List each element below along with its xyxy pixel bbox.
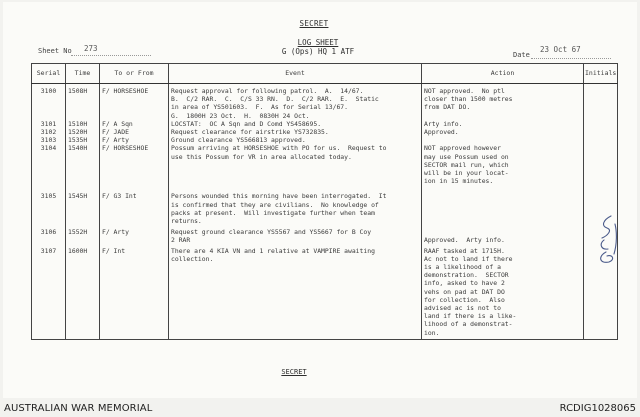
cell-action <box>422 185 584 225</box>
sheet-number-dotted-line <box>71 55 151 56</box>
cell-time: 1520H <box>66 128 100 136</box>
classification-top: SECRET <box>299 19 329 28</box>
cell-to-from: F/ JADE <box>100 128 169 136</box>
cell-event: Persons wounded this morning have been interrogated. It is confirmed that they are civilians. No knowledge of packs at present. Will investigate further when team returns. <box>169 185 422 225</box>
cell-time: 1600H <box>66 245 100 340</box>
cell-action: Arty info. <box>422 120 584 128</box>
archive-catalogue-id: RCDIG1028065 <box>559 403 636 414</box>
cell-time: 1540H <box>66 144 100 185</box>
header-action: Action <box>422 64 584 84</box>
cell-action: NOT approved. No ptl closer than 1500 metres from DAT DO. <box>422 84 584 120</box>
cell-to-from: F/ Arty <box>100 136 169 144</box>
cell-event: There are 4 KIA VN and 1 relative at VAMPIRE awaiting collection. <box>169 245 422 340</box>
cell-to-from: F/ G3 Int <box>100 185 169 225</box>
sheet-number-field <box>38 44 98 55</box>
cell-to-from: F/ Arty <box>100 225 169 244</box>
date-label: Date <box>513 51 530 59</box>
cell-action: Approved. <box>422 128 584 136</box>
cell-initials <box>584 128 618 136</box>
table-row <box>32 245 618 340</box>
log-table <box>31 63 618 340</box>
cell-time: 1535H <box>66 136 100 144</box>
header-event: Event <box>169 64 422 84</box>
table-row <box>32 128 618 136</box>
cell-to-from: F/ HORSESHOE <box>100 144 169 185</box>
handwritten-initials-mark <box>593 214 623 269</box>
cell-initials <box>584 136 618 144</box>
cell-initials <box>584 144 618 185</box>
date-dotted-line <box>531 58 611 59</box>
document-title: LOG SHEET <box>297 38 339 47</box>
cell-to-from: F/ HORSESHOE <box>100 84 169 120</box>
cell-time: 1510H <box>66 120 100 128</box>
cell-serial: 3101 <box>32 120 66 128</box>
archive-institution-label: AUSTRALIAN WAR MEMORIAL <box>4 403 153 414</box>
table-row <box>32 225 618 244</box>
cell-event: Possum arriving at HORSESHOE with PO for us. Request to use this Possum for VR in area allocated today. <box>169 144 422 185</box>
cell-event: LOCSTAT: OC A Sqn and D Comd YS458695. <box>169 120 422 128</box>
sheet-number-value: 273 <box>84 44 98 53</box>
date-value: 23 Oct 67 <box>540 45 581 54</box>
cell-to-from: F/ A Sqn <box>100 120 169 128</box>
header-serial: Serial <box>32 64 66 84</box>
cell-serial: 3106 <box>32 225 66 244</box>
cell-event: Ground clearance YS566813 approved. <box>169 136 422 144</box>
cell-initials <box>584 120 618 128</box>
cell-serial: 3104 <box>32 144 66 185</box>
table-row <box>32 185 618 225</box>
header-to-from: To or From <box>100 64 169 84</box>
cell-serial: 3105 <box>32 185 66 225</box>
cell-action: RAAF tasked at 1715H. Ac not to land if there is a likelihood of a demonstration. SECTOR info, asked to have 2 vehs on pad at DAT DO for collection. Also advised ac is not to land if there is a like- lihood of a demonstrat- ion. <box>422 245 584 340</box>
cell-serial: 3107 <box>32 245 66 340</box>
header-time: Time <box>66 64 100 84</box>
cell-action <box>422 136 584 144</box>
cell-serial: 3100 <box>32 84 66 120</box>
header-initials: Initials <box>584 64 618 84</box>
cell-to-from: F/ Int <box>100 245 169 340</box>
unit-name: G (Ops) HQ 1 ATF <box>281 47 355 56</box>
cell-initials <box>584 84 618 120</box>
table-row <box>32 136 618 144</box>
cell-serial: 3103 <box>32 136 66 144</box>
cell-time: 1545H <box>66 185 100 225</box>
sheet-number-label: Sheet No <box>38 47 72 55</box>
log-sheet-page <box>3 2 637 398</box>
cell-action: NOT approved however may use Possum used on SECTOR mail run, which will be in your locat- ion in 15 minutes. <box>422 144 584 185</box>
cell-event: Request ground clearance YS5567 and YS5667 for B Coy 2 RAR <box>169 225 422 244</box>
cell-event: Request approval for following patrol. A. 14/67. B. C/2 RAR. C. C/S 33 RN. D. C/2 RAR. E. Static in area of YS501603. F. As for Serial 13/67. G. 1800H 23 Oct. H. 0830H 24 Oct. <box>169 84 422 120</box>
table-row <box>32 120 618 128</box>
table-header-row <box>32 64 618 84</box>
cell-time: 1508H <box>66 84 100 120</box>
table-row <box>32 144 618 185</box>
cell-time: 1552H <box>66 225 100 244</box>
table-row <box>32 84 618 120</box>
cell-serial: 3102 <box>32 128 66 136</box>
cell-action: Approved. Arty info. <box>422 225 584 244</box>
classification-bottom: SECRET <box>281 368 307 376</box>
cell-event: Request clearance for airstrike YS732835. <box>169 128 422 136</box>
